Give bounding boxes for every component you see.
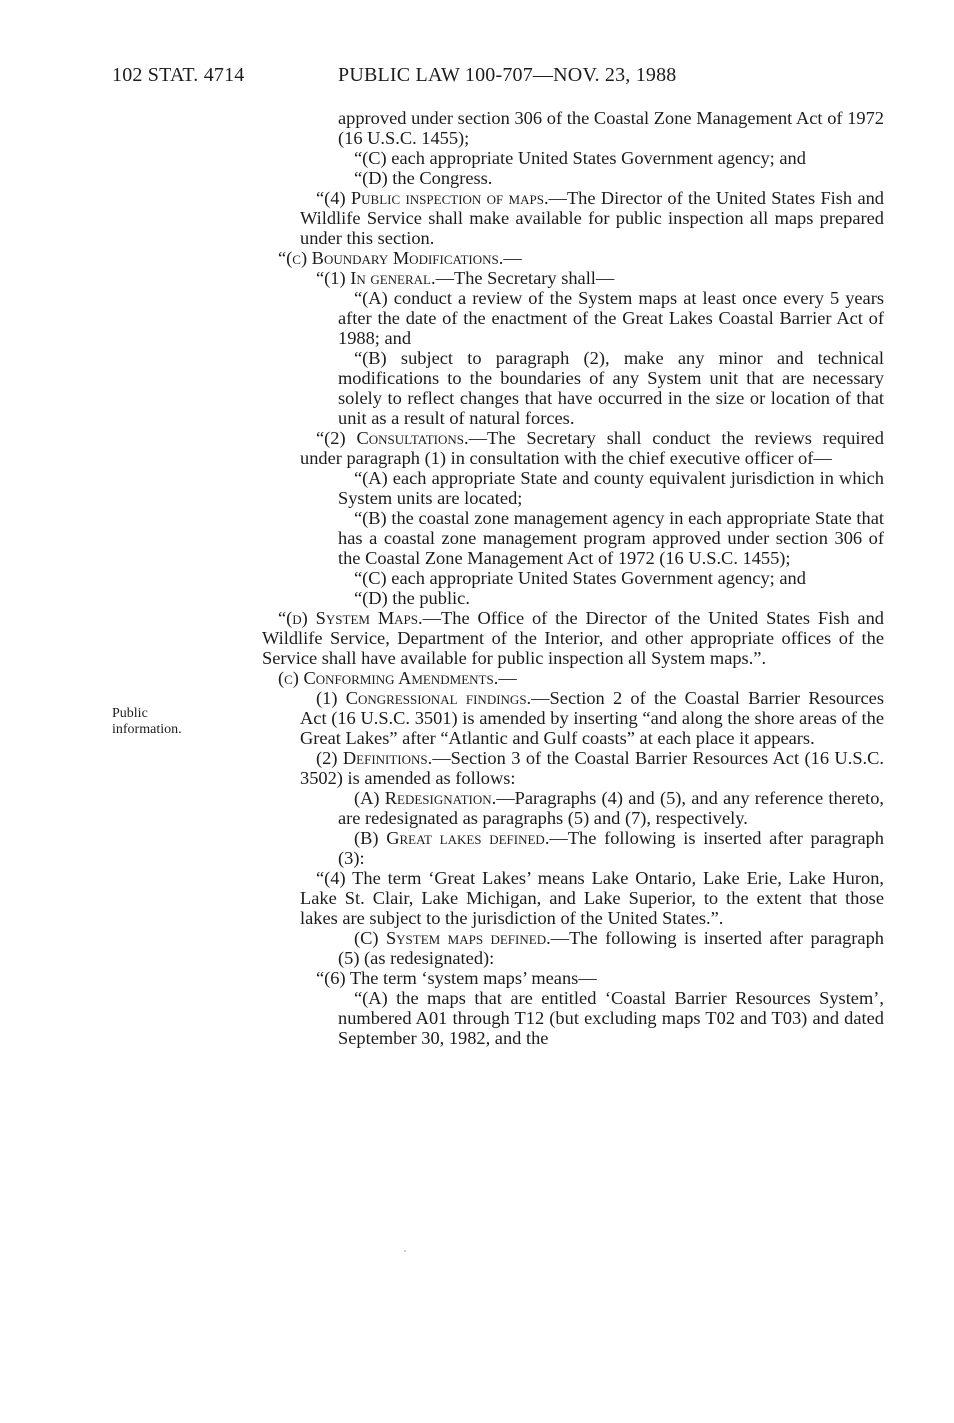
paragraph: “(C) each appropriate United States Government agency; and xyxy=(354,148,806,168)
scan-speck xyxy=(404,1250,406,1252)
paragraph: “(B) the coastal zone management agency in each appropriate State that has a coastal zone management program approved under section 306 of the Coastal Zone Management Act of 1972 (16 U.S.C. 1455); xyxy=(338,508,884,568)
paragraph xyxy=(300,748,884,788)
paragraph: “(A) the maps that are entitled ‘Coastal Barrier Resources System’, numbered A01 through T12 (but excluding maps T02 and T03) and dated September 30, 1982, and the xyxy=(338,988,884,1048)
margin-note-line: information. xyxy=(112,722,182,737)
statute-body xyxy=(0,108,954,1048)
section-text: —Section 2 of the Coastal Barrier Resources Act (16 U.S.C. 3501) is amended by inserting “and along the shore areas of the Great Lakes” after “Atlantic and Gulf coasts” at each place it appears. xyxy=(300,688,884,748)
paragraph: “(D) the public. xyxy=(354,588,470,608)
section-heading: (B) Great lakes defined. xyxy=(354,828,550,848)
section-heading: “(1) In general. xyxy=(316,268,436,288)
section-text: — xyxy=(498,668,517,688)
section-text: —The following is inserted after paragraph (3): xyxy=(338,828,884,868)
paragraph: “(6) The term ‘system maps’ means— xyxy=(316,968,597,988)
section-heading: (2) Definitions. xyxy=(316,748,433,768)
section-text: —Section 3 of the Coastal Barrier Resources Act (16 U.S.C. 3502) is amended as follows: xyxy=(300,748,885,788)
section-text: —The Office of the Director of the United States Fish and Wildlife Service, Department of the Interior, and other appropriate offices of the Service shall have available for public inspection all System maps.”. xyxy=(262,608,884,668)
section-heading: “(d) System Maps. xyxy=(278,608,423,628)
paragraph xyxy=(338,828,884,868)
paragraph: “(D) the Congress. xyxy=(354,168,493,188)
section-heading: “(4) Public inspection of maps. xyxy=(316,188,549,208)
paragraph: “(A) conduct a review of the System maps at least once every 5 years after the date of the enactment of the Great Lakes Coastal Barrier Act of 1988; and xyxy=(338,288,884,348)
paragraph: “(C) each appropriate United States Government agency; and xyxy=(354,568,806,588)
section-text: —The Director of the United States Fish and Wildlife Service shall make available for public inspection all maps prepared under this section. xyxy=(300,188,884,248)
section-text: —Paragraphs (4) and (5), and any reference thereto, are redesignated as paragraphs (5) and (7), respectively. xyxy=(338,788,885,828)
paragraph xyxy=(262,248,884,268)
paragraph: approved under section 306 of the Coastal Zone Management Act of 1972 (16 U.S.C. 1455); xyxy=(338,108,884,148)
section-text: —The following is inserted after paragraph (5) (as redesignated): xyxy=(338,928,884,968)
margin-note-line: Public xyxy=(112,706,148,721)
section-text: — xyxy=(503,248,522,268)
paragraph xyxy=(338,928,884,968)
page-number-header: 102 STAT. 4714 xyxy=(112,64,245,86)
section-heading: (c) Conforming Amendments. xyxy=(278,668,499,688)
running-header: PUBLIC LAW 100-707—NOV. 23, 1988 xyxy=(338,64,677,86)
section-text: —The Secretary shall— xyxy=(435,268,615,288)
paragraph: “(4) The term ‘Great Lakes’ means Lake Ontario, Lake Erie, Lake Huron, Lake St. Clair, Lake Michigan, and Lake Superior, to the extent that those lakes are subject to the jurisdiction of the United States.”. xyxy=(300,868,884,928)
section-heading: (A) Redesignation. xyxy=(354,788,497,808)
section-heading: “(2) Consultations. xyxy=(316,428,469,448)
section-heading: (C) System maps defined. xyxy=(354,928,551,948)
section-heading: (1) Congressional findings. xyxy=(316,688,532,708)
paragraph: “(A) each appropriate State and county equivalent jurisdiction in which System units are located; xyxy=(338,468,884,508)
paragraph xyxy=(262,608,884,668)
paragraph xyxy=(262,668,884,688)
paragraph xyxy=(300,188,884,248)
paragraph xyxy=(300,268,884,288)
paragraph: “(B) subject to paragraph (2), make any minor and technical modifications to the boundaries of any System unit that are necessary solely to reflect changes that have occurred in the size or location of that unit as a result of natural forces. xyxy=(338,348,884,428)
section-heading: “(c) Boundary Modifications. xyxy=(278,248,504,268)
paragraph xyxy=(300,428,884,468)
paragraph xyxy=(300,688,884,748)
section-text: —The Secretary shall conduct the reviews required under paragraph (1) in consultation with the chief executive officer of— xyxy=(300,428,884,468)
paragraph xyxy=(338,788,884,828)
